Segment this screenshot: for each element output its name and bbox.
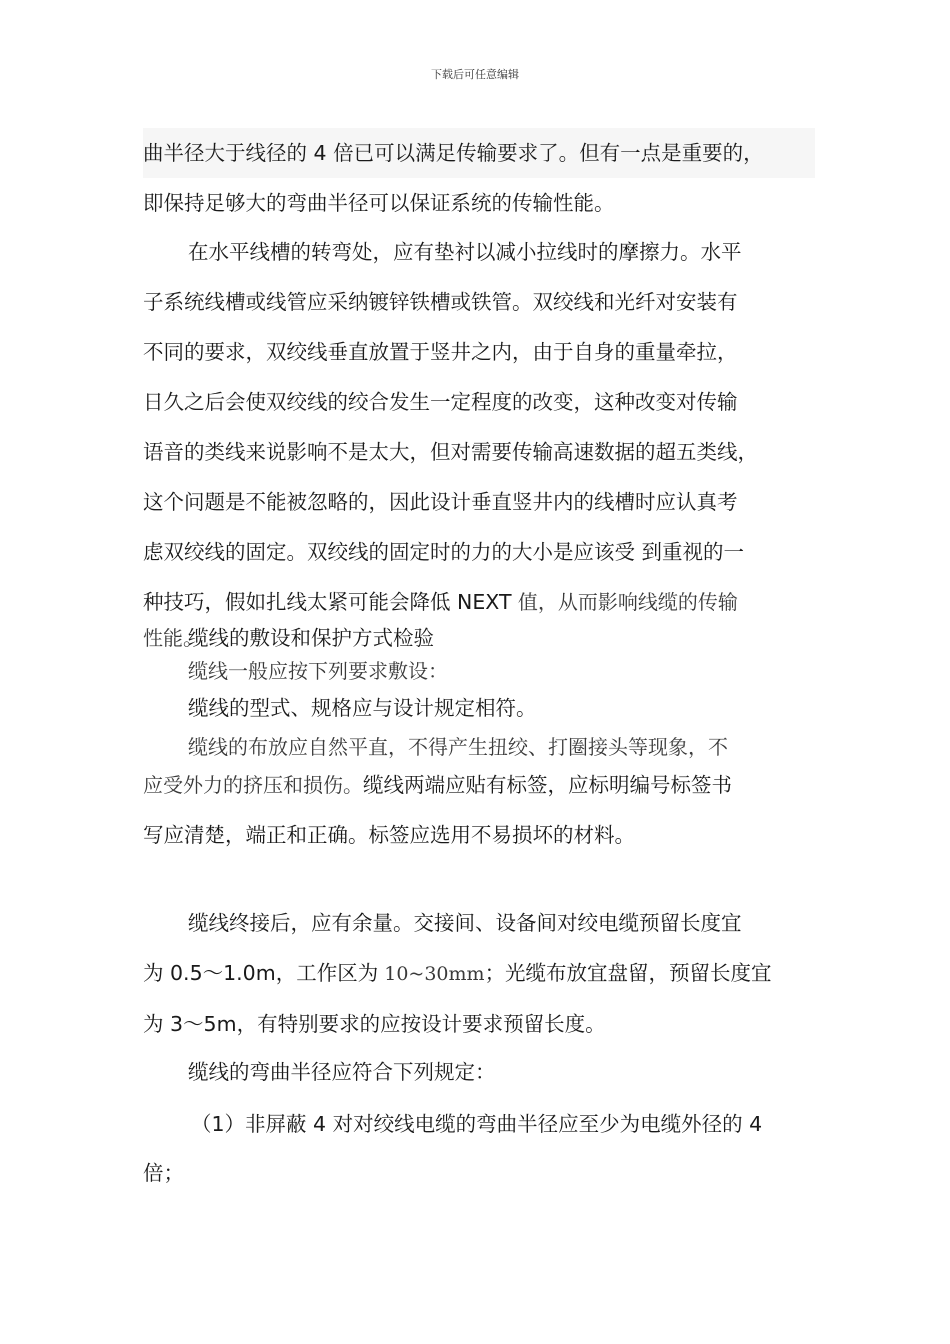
paragraph-9 [143, 1097, 815, 1195]
paragraph-5: 缆线的型式、规格应与设计规定相符。 [188, 696, 537, 720]
paragraph-6 [143, 729, 815, 862]
paragraph-7 [143, 898, 815, 1049]
text-line: 曲半径大于线径的 4 倍已可以满足传输要求了。但有一点是重要的， [143, 128, 815, 178]
text-line: 这个问题是不能被忽略的，因此设计垂直竖井内的线槽时应认真考 [143, 490, 738, 514]
text-line: 语音的类线来说影响不是太大，但对需要传输高速数据的超五类线， [143, 440, 758, 464]
text-line: 即保持足够大的弯曲半径可以保证系统的传输性能。 [143, 191, 615, 215]
text-line: 日久之后会使双绞线的绞合发生一定程度的改变，这种改变对传输 [143, 390, 738, 414]
text-line: 为 3～5m，有特别要求的应按设计要求预留长度。 [143, 1012, 606, 1036]
page-header: 下载后可任意编辑 [431, 68, 519, 81]
text-run: 种技巧，假如扎线太紧可能会降低 NEXT [143, 590, 512, 614]
text-line: 倍； [143, 1161, 184, 1185]
text-line: 不同的要求，双绞线垂直放置于竖井之内，由于自身的重量牵拉， [143, 340, 738, 364]
paragraph-8 [143, 1047, 815, 1097]
paragraph-1 [143, 128, 815, 228]
text-run: ；光缆布放宜盘留，预留长度宜 [484, 961, 772, 985]
text-line-mixed [143, 577, 815, 627]
heading-cable-laying: 缆线的敷设和保护方式检验 [188, 626, 434, 650]
text-run: 缆线两端应贴有标签，应标明编号标签书 [363, 773, 732, 797]
paragraph-4: 缆线一般应按下列要求敷设： [188, 659, 448, 683]
text-run: 10~30mm [378, 963, 485, 985]
text-line: 在水平线槽的转弯处，应有垫衬以减小拉线时的摩擦力。水平 [188, 240, 742, 264]
text-line: 子系统线槽或线管应采纳镀锌铁槽或铁管。双绞线和光纤对安装有 [143, 290, 738, 314]
text-line: 性能。 [143, 626, 203, 650]
text-run: 应受外力的挤压和损伤。 [143, 773, 363, 797]
text-line: （1）非屏蔽 4 对对绞线电缆的弯曲半径应至少为电缆外径的 4 [191, 1112, 763, 1136]
paragraph-2 [143, 227, 815, 649]
text-line-mixed [143, 765, 815, 808]
text-line: 缆线终接后，应有余量。交接间、设备间对绞电缆预留长度宜 [188, 911, 742, 935]
text-run: 值，从而影响线缆的传输 [511, 590, 738, 614]
text-line: 缆线的布放应自然平直，不得产生扭绞、打圈接头等现象，不 [188, 735, 728, 759]
text-line: 写应清楚，端正和正确。标签应选用不易损坏的材料。 [143, 823, 635, 847]
text-line-mixed [143, 948, 815, 999]
text-line: 虑双绞线的固定。双绞线的固定时的力的大小是应该受 到重视的一 [143, 540, 745, 564]
text-run: 为 0.5～1.0m，工作区为 [143, 961, 379, 985]
text-line: 缆线的弯曲半径应符合下列规定： [188, 1060, 496, 1084]
